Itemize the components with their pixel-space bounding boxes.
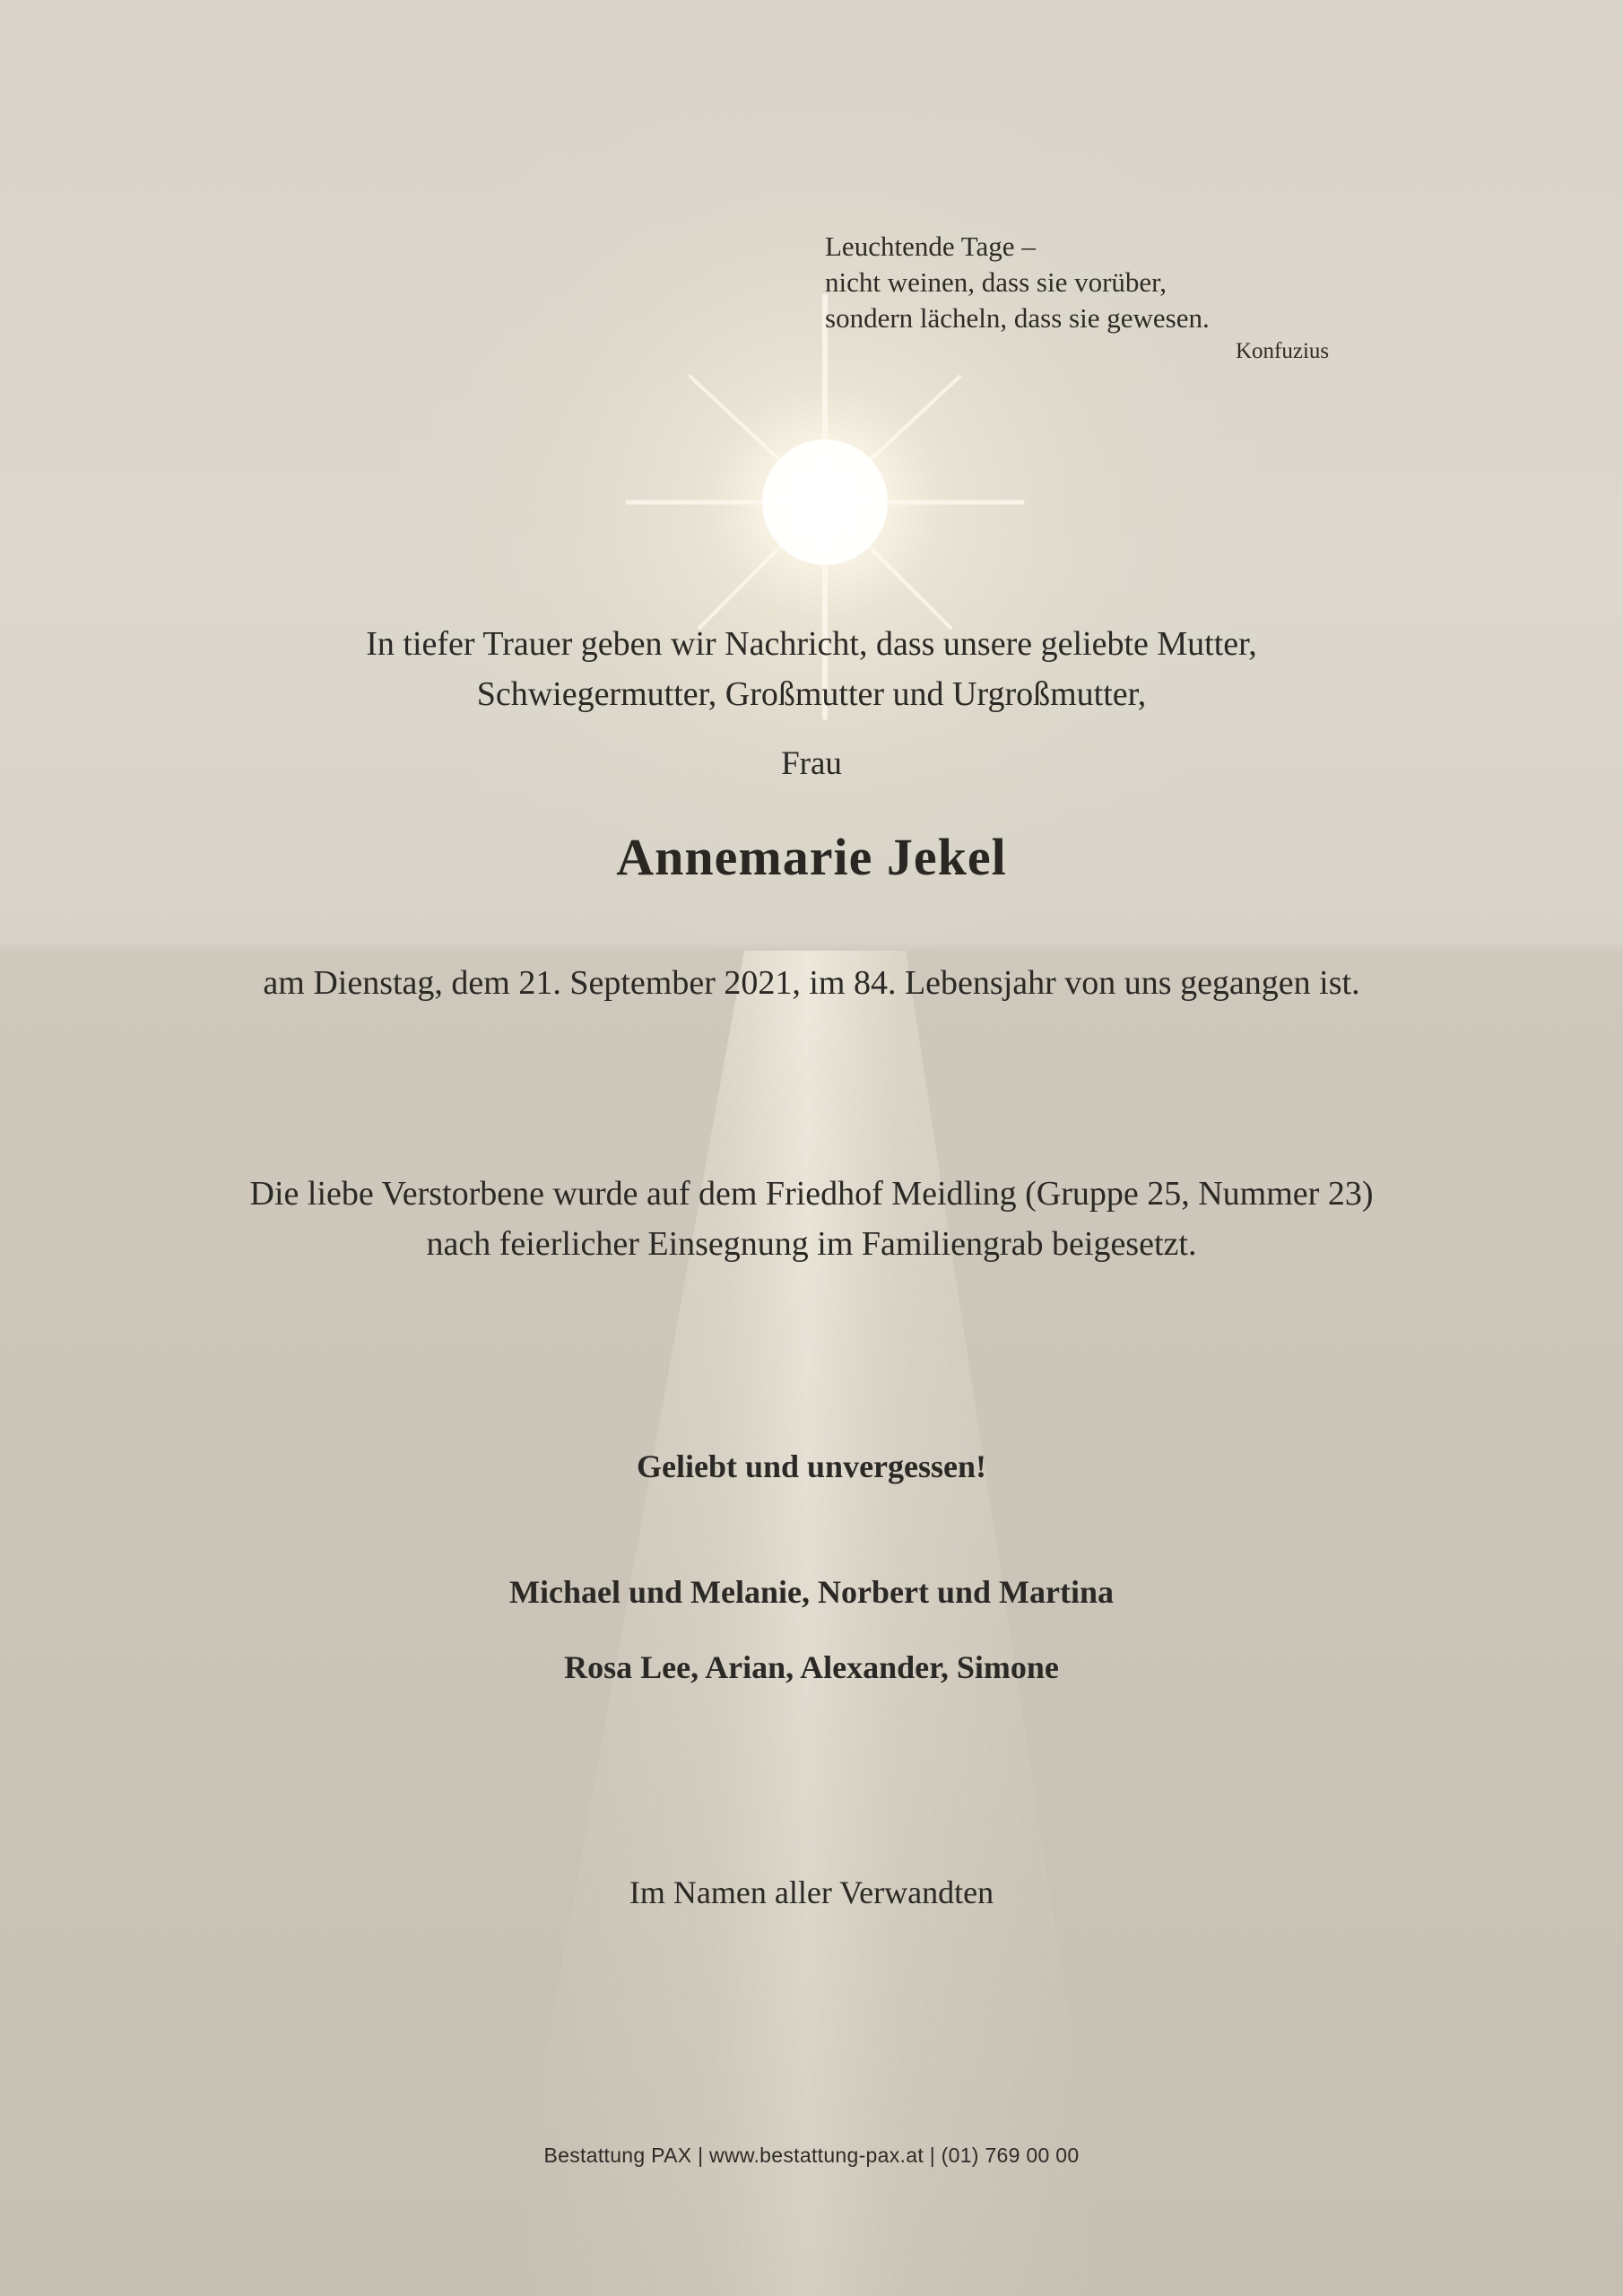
quote-line: sondern lächeln, dass sie gewesen. xyxy=(825,302,1210,334)
burial-line: Die liebe Verstorbene wurde auf dem Friedhof Meidling (Gruppe 25, Nummer 23) xyxy=(249,1175,1374,1213)
sun-icon xyxy=(762,439,888,565)
salutation: Frau xyxy=(781,745,842,782)
quote-line: Leuchtende Tage – xyxy=(825,230,1036,262)
death-date-line: am Dienstag, dem 21. September 2021, im 84. Lebensjahr von uns gegangen ist. xyxy=(263,964,1360,1002)
family-names-line-1: Michael und Melanie, Norbert und Martina xyxy=(509,1574,1114,1610)
announcement-intro xyxy=(0,619,1623,719)
intro-line: Schwiegermutter, Großmutter und Urgroßmutter, xyxy=(476,675,1147,713)
burial-line: nach feierlicher Einsegnung im Familiengrab beigesetzt. xyxy=(426,1225,1197,1263)
burial-info xyxy=(0,1169,1623,1269)
intro-line: In tiefer Trauer geben wir Nachricht, dass unsere geliebte Mutter, xyxy=(366,625,1257,663)
relatives-signoff: Im Namen aller Verwandten xyxy=(629,1874,994,1910)
funeral-home-footer: Bestattung PAX | www.bestattung-pax.at | (01) 769 00 00 xyxy=(543,2144,1080,2167)
quote-line: nicht weinen, dass sie vorüber, xyxy=(825,266,1167,298)
deceased-name: Annemarie Jekel xyxy=(616,828,1007,886)
family-names-line-2: Rosa Lee, Arian, Alexander, Simone xyxy=(564,1649,1059,1685)
quote-author: Konfuzius xyxy=(1236,339,1330,363)
quote xyxy=(825,229,1210,336)
motto: Geliebt und unvergessen! xyxy=(636,1448,987,1484)
